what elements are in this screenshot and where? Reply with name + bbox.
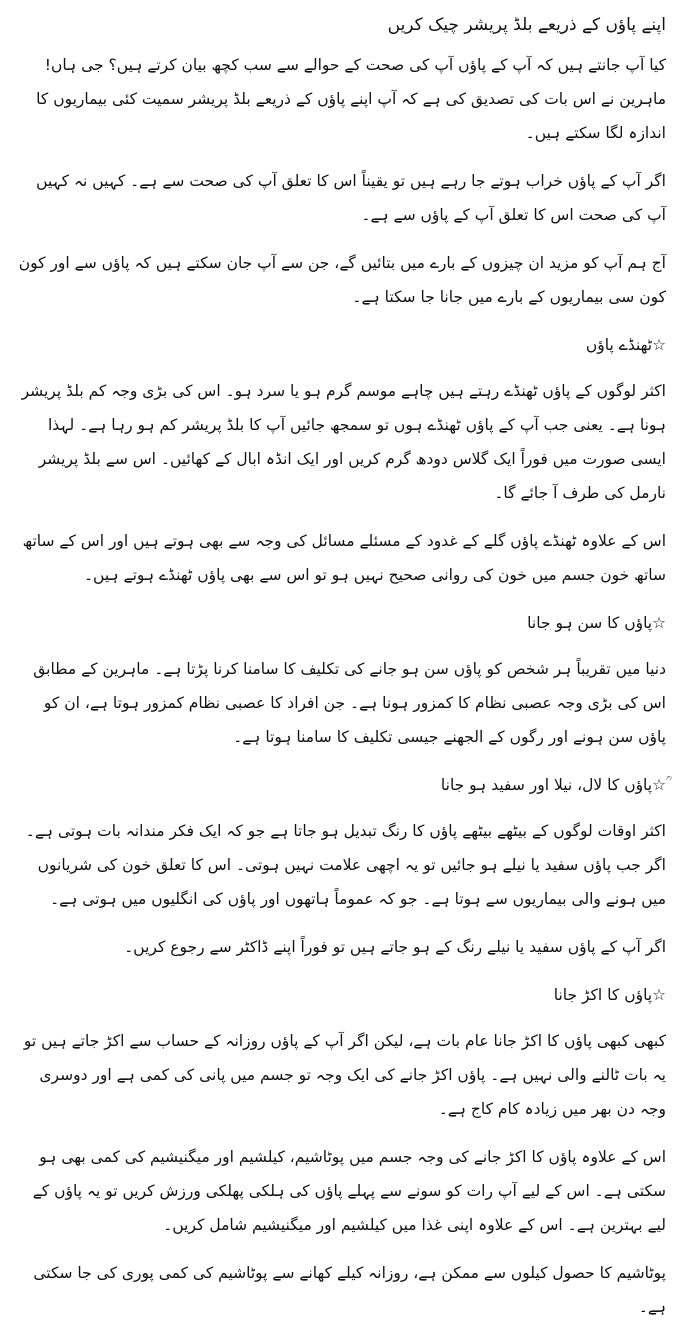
paragraph: اکثر اوقات لوگوں کے بیٹھے بیٹھے پاؤں کا رنگ تبدیل ہو جاتا ہے جو کہ ایک فکر مندانہ بات ہوتی ہے۔ اگر جب پاؤں سفید یا نیلے ہو جائیں تو یہ اچھی علامت نہیں ہوتی۔ اس کا تعلق خون کی شریانوں میں ہونے والی بیماریوں سے ہوتا ہے۔ جو کہ عموماً ہاتھوں اور پاؤں کی انگلیوں میں ہوتی ہے۔ <box>25 822 666 908</box>
section-heading-color-change: ؒ☆پاؤں کا لال، نیلا اور سفید ہو جانا <box>440 776 666 794</box>
paragraph: اگر آپ کے پاؤں خراب ہوتے جا رہے ہیں تو یقیناً اس کا تعلق آپ کی صحت سے ہے۔ کہیں نہ کہیں آپ کی صحت اس کا تعلق آپ کے پاؤں سے ہے۔ <box>36 172 666 224</box>
paragraph-intro: کیا آپ جانتے ہیں کہ آپ کے پاؤں آپ کی صحت کے حوالے سے سب کچھ بیان کرتے ہیں؟ جی ہاں! ماہرین نے اس بات کی تصدیق کی ہے کہ آپ اپنے پاؤں کے ذریعے بلڈ پریشر سمیت کئی بیماریوں کا اندازہ لگا سکتے ہیں۔ <box>36 56 666 142</box>
paragraph: آج ہم آپ کو مزید ان چیزوں کے بارے میں بتائیں گے، جن سے آپ جان سکتے ہیں کہ پاؤں سے اور کون کون سی بیماریوں کے بارے میں جانا جا سکتا ہے۔ <box>18 254 666 306</box>
section-heading-numbness: ☆پاؤں کا سن ہو جانا <box>527 614 666 632</box>
paragraph: اگر آپ کے پاؤں سفید یا نیلے رنگ کے ہو جاتے ہیں تو فوراً اپنے ڈاکٹر سے رجوع کریں۔ <box>124 938 666 956</box>
paragraph: اس کے علاوہ ٹھنڈے پاؤں گلے کے غدود کے مسئلے مسائل کی وجہ سے بھی ہوتے ہیں اور اس کے ساتھ ساتھ خون جسم میں خون کی روانی صحیح نہیں ہو تو اس سے بھی پاؤں ٹھنڈے ہوتے ہیں۔ <box>22 532 666 584</box>
paragraph: پوٹاشیم کا حصول کیلوں سے ممکن ہے، روزانہ کیلے کھانے سے پوٹاشیم کی کمی پوری کی جا سکتی ہے۔ <box>33 1264 666 1316</box>
paragraph: دنیا میں تقریباً ہر شخص کو پاؤں سن ہو جانے کی تکلیف کا سامنا کرنا پڑتا ہے۔ ماہرین کے مطابق اس کی بڑی وجہ عصبی نظام کا کمزور ہونا ہے۔ جن افراد کا عصبی نظام کمزور ہوتا ہے، ان کو پاؤں سن ہونے اور رگوں کے الجھنے جیسی تکلیف کا سامنا ہوتا ہے۔ <box>33 660 666 746</box>
article-title: اپنے پاؤں کے ذریعے بلڈ پریشر چیک کریں <box>387 15 666 35</box>
paragraph: کبھی کبھی پاؤں کا اکڑ جانا عام بات ہے، لیکن اگر آپ کے پاؤں روزانہ کے حساب سے اکڑ جاتے ہیں تو یہ بات ٹالنے والی نہیں ہے۔ پاؤں اکڑ جانے کی ایک وجہ تو جسم میں پانی کی کمی ہے اور دوسری وجہ دن بھر میں زیادہ کام کاج ہے۔ <box>23 1032 666 1118</box>
section-heading-cold-feet: ☆ٹھنڈے پاؤں <box>585 336 666 354</box>
paragraph: اکثر لوگوں کے پاؤں ٹھنڈے رہتے ہیں چاہے موسم گرم ہو یا سرد ہو۔ اس کی بڑی وجہ کم بلڈ پریشر ہونا ہے۔ یعنی جب آپ کے پاؤں ٹھنڈے ہوں تو سمجھ جائیں آپ کا بلڈ پریشر کم ہو رہا ہے۔ لہذا ایسی صورت میں فوراً ایک گلاس دودھ گرم کریں اور ایک انڈہ ابال کے کھائیں۔ اس سے بلڈ پریشر نارمل کی طرف آ جائے گا۔ <box>21 382 666 502</box>
section-heading-stiffness: ☆پاؤں کا اکڑ جانا <box>553 986 666 1004</box>
paragraph: اس کے علاوہ پاؤں کا اکڑ جانے کی وجہ جسم میں پوٹاشیم، کیلشیم اور میگنیشیم کی کمی بھی ہو سکتی ہے۔ اس کے لیے آپ رات کو سونے سے پہلے پاؤں کی ہلکی پھلکی ورزش کریں تو یہ پاؤں کے لیے بہترین ہے۔ اس کے علاوہ اپنی غذا میں کیلشیم اور میگنیشیم شامل کریں۔ <box>32 1148 666 1234</box>
